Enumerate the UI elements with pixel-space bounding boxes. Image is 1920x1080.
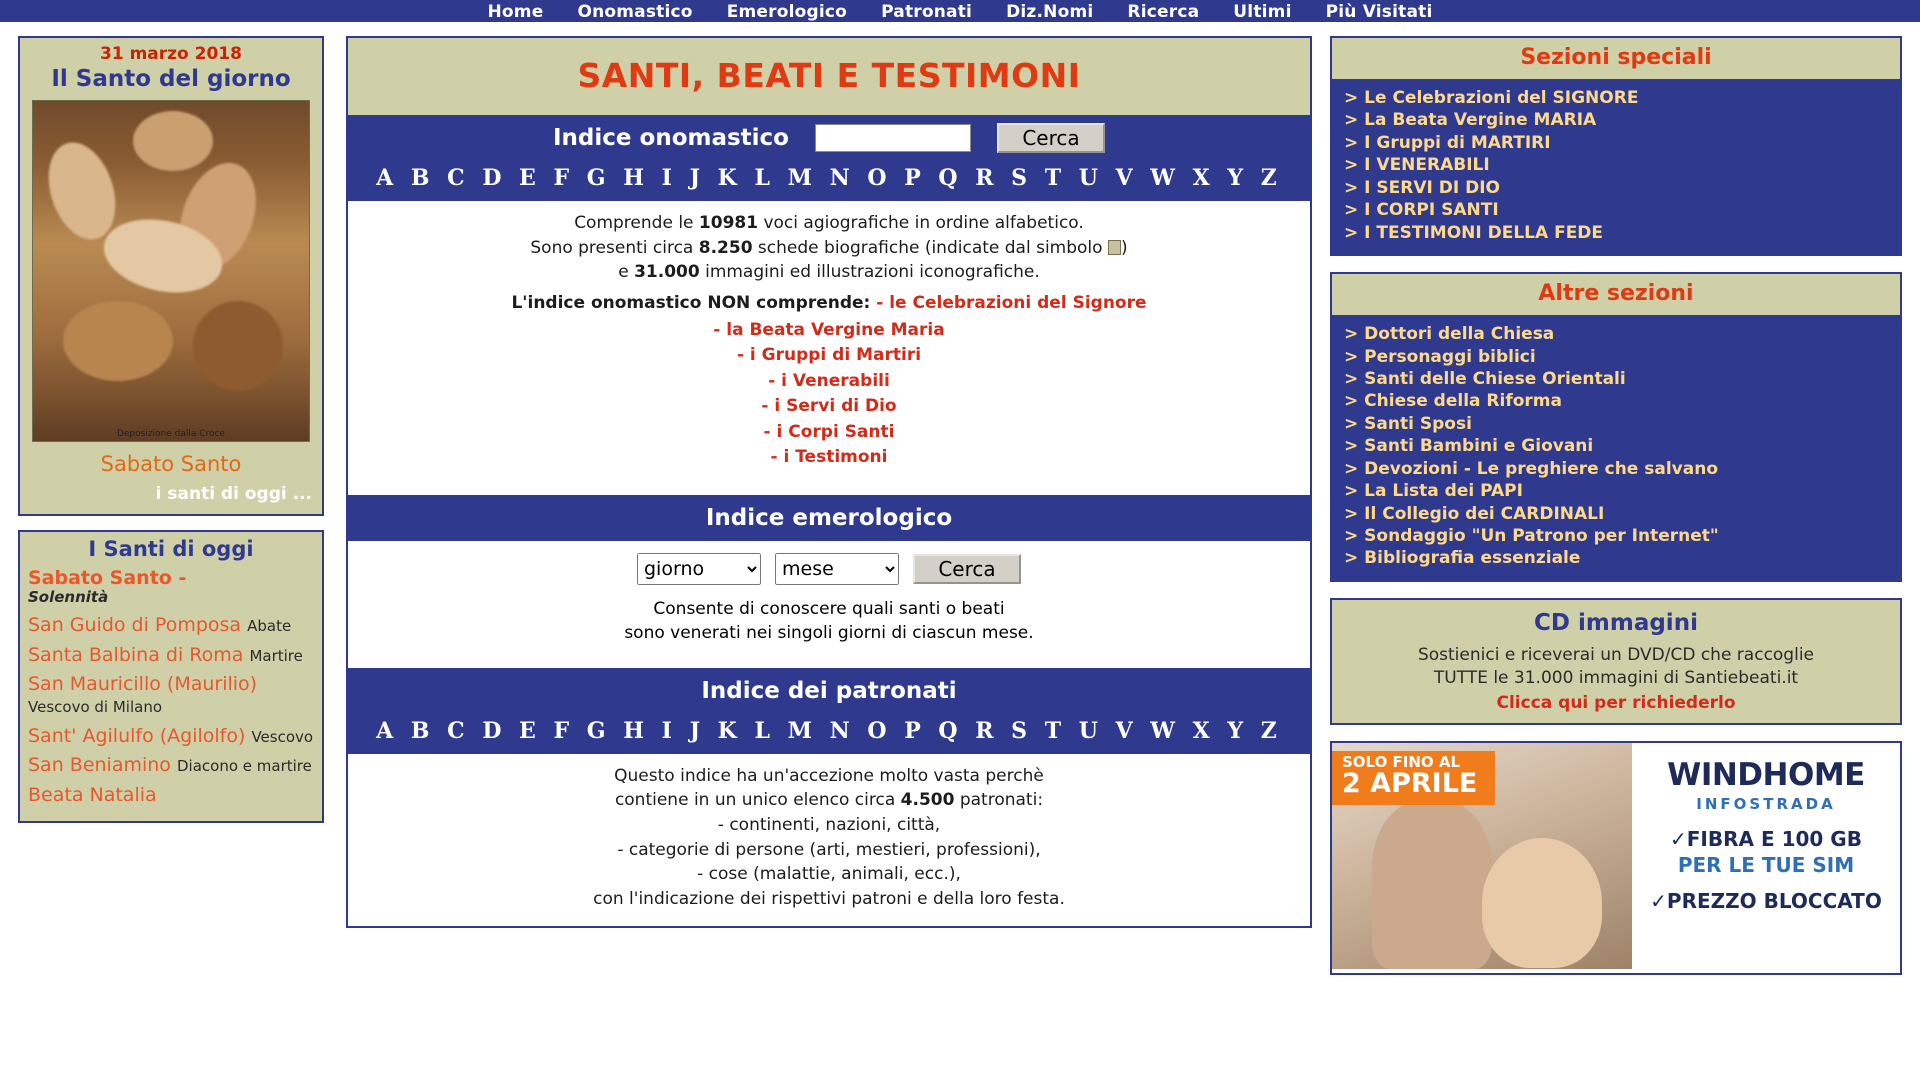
patronati-line2: [358, 788, 1300, 813]
today-saint-name: Sabato Santo -: [28, 567, 187, 589]
onomastico-exclusion-item[interactable]: - i Venerabili: [768, 370, 890, 391]
other-section-link[interactable]: > Sondaggio "Un Patrono per Internet": [1344, 526, 1719, 546]
onomastico-alphabet[interactable]: A B C D E F G H I J K L M N O P Q R S T U V W X Y Z: [348, 161, 1310, 201]
other-sections-list: [1332, 315, 1900, 580]
saint-of-the-day-box: [18, 36, 324, 516]
today-saint-name: Santa Balbina di Roma: [28, 643, 244, 666]
list-item[interactable]: [28, 644, 314, 666]
patronati-alphabet[interactable]: A B C D E F G H I J K L M N O P Q R S T U V W X Y Z: [348, 714, 1310, 754]
section-divider: [348, 658, 1310, 668]
emerologico-description: [348, 597, 1310, 658]
onomastico-line2-post: schede biografiche (indicate dal simbolo: [752, 237, 1108, 258]
other-section-link[interactable]: > Santi Sposi: [1344, 413, 1472, 434]
other-section-link[interactable]: > Chiese della Riforma: [1344, 391, 1562, 412]
top-navigation: [0, 0, 1920, 22]
banner-person-child: [1482, 838, 1602, 968]
other-sections-box: [1330, 272, 1902, 582]
onomastico-exclusion-item[interactable]: - i Gruppi di Martiri: [736, 345, 922, 366]
saint-image[interactable]: [32, 100, 310, 442]
main-content: [346, 36, 1312, 928]
banner-offer-line1: ✓FIBRA E 100 GB: [1670, 826, 1862, 851]
section-divider: [348, 485, 1310, 495]
today-saint-role: Vescovo: [251, 727, 314, 746]
special-section-link[interactable]: > I SERVI DI DIO: [1344, 177, 1500, 198]
onomastico-exclusion-item[interactable]: - i Testimoni: [770, 447, 888, 468]
onomastico-line3-pre: e: [618, 262, 635, 283]
patronati-line5: - cose (malattie, animali, ecc.),: [697, 864, 961, 885]
page-title: [348, 38, 1310, 115]
banner-content: [1632, 743, 1900, 969]
onomastico-description: [348, 201, 1310, 485]
right-sidebar: [1330, 36, 1902, 975]
advertisement-banner[interactable]: [1330, 741, 1902, 975]
month-select[interactable]: [775, 553, 899, 585]
cd-images-body: [1332, 600, 1900, 723]
today-saint-name: Beata Natalia: [28, 783, 157, 806]
onomastico-header: [348, 115, 1310, 161]
cd-images-cta[interactable]: Clicca qui per richiederlo: [1496, 692, 1736, 713]
special-sections-list: [1332, 79, 1900, 254]
onomastico-exclusion-list: [358, 318, 1300, 471]
onomastico-heading: Indice onomastico: [553, 125, 789, 151]
onomastico-line2-pre: Sono presenti circa: [530, 237, 699, 258]
today-saint-name: San Guido di Pomposa: [28, 614, 242, 637]
today-saint-role: Solennità: [28, 588, 109, 607]
onomastico-line1-pre: Comprende le: [574, 213, 699, 233]
onomastico-exclusion-item[interactable]: - le Celebrazioni del Signore: [876, 292, 1147, 313]
nav-item-emerologico[interactable]: Emerologico: [726, 2, 848, 22]
day-select[interactable]: [637, 553, 761, 585]
onomastico-line1-post: voci agiografiche in ordine alfabetico.: [758, 213, 1084, 233]
nav-item-onomastico[interactable]: Onomastico: [577, 2, 693, 22]
emerologico-search-button[interactable]: Cerca: [913, 554, 1021, 584]
patronati-line1: Questo indice ha un'accezione molto vasta perchè: [614, 765, 1044, 786]
today-saint-name: San Beniamino: [28, 754, 171, 777]
onomastico-count-schede: 8.250: [698, 237, 753, 258]
onomastico-count-voci: 10981: [698, 213, 759, 233]
other-section-link[interactable]: > Il Collegio dei CARDINALI: [1344, 503, 1605, 524]
other-section-link[interactable]: > Personaggi biblici: [1344, 346, 1536, 367]
onomastico-exclusion-item[interactable]: - i Corpi Santi: [763, 421, 895, 442]
saint-image-caption: Deposizione dalla Croce: [116, 429, 226, 439]
onomastico-line-3: [358, 260, 1300, 285]
page-title-text: SANTI, BEATI E TESTIMONI: [577, 56, 1081, 95]
patronati-header: [348, 668, 1310, 714]
onomastico-exclusion-item[interactable]: - i Servi di Dio: [761, 396, 897, 417]
onomastico-search-button[interactable]: Cerca: [997, 123, 1105, 153]
banner-brand: WINDHOME: [1667, 756, 1865, 793]
patronati-description: [348, 754, 1310, 926]
today-saint-role: Vescovo di Milano: [28, 698, 162, 717]
today-saint-name: Sant' Agilulfo (Agilolfo): [28, 724, 246, 747]
today-saints-heading: I Santi di oggi: [88, 537, 254, 561]
saint-of-the-day-title: Il Santo del giorno: [51, 66, 291, 92]
special-section-link[interactable]: > I Gruppi di MARTIRI: [1344, 132, 1551, 153]
special-section-link[interactable]: > La Beata Vergine MARIA: [1344, 110, 1597, 131]
patronati-heading: Indice dei patronati: [701, 677, 957, 704]
patronati-line2-post: patronati:: [954, 790, 1044, 811]
emerologico-note-line2: sono venerati nei singoli giorni di ciascun mese.: [624, 623, 1034, 644]
cd-images-heading: CD immagini: [1534, 609, 1698, 636]
saint-name: Sabato Santo: [100, 452, 242, 476]
onomastico-count-immagini: 31.000: [634, 262, 700, 283]
patronati-line3: - continenti, nazioni, città,: [717, 815, 941, 836]
today-saint-role: Diacono e martire: [176, 757, 312, 776]
patronati-line2-pre: contiene in un unico elenco circa: [614, 790, 901, 811]
book-icon: [1108, 240, 1121, 255]
emerologico-note-line1: Consente di conoscere quali santi o beati: [653, 598, 1005, 619]
emerologico-controls: [348, 541, 1310, 597]
onomastico-line3-post: immagini ed illustrazioni iconografiche.: [699, 262, 1040, 283]
special-section-link[interactable]: > Le Celebrazioni del SIGNORE: [1344, 88, 1639, 108]
list-item[interactable]: [28, 784, 314, 806]
today-saint-name: San Mauricillo (Maurilio): [28, 672, 258, 695]
saints-of-today-link[interactable]: i santi di oggi ...: [155, 484, 312, 504]
nav-item-patronati[interactable]: Patronati: [881, 2, 973, 22]
onomastico-search-input[interactable]: [815, 124, 971, 152]
banner-promo-tag: [1332, 751, 1495, 805]
special-section-link[interactable]: > I VENERABILI: [1344, 155, 1490, 176]
special-sections-heading: Sezioni speciali: [1332, 38, 1900, 79]
banner-person-adult: [1372, 801, 1492, 969]
list-item[interactable]: [28, 614, 314, 636]
other-section-link[interactable]: > Devozioni - Le preghiere che salvano: [1344, 458, 1718, 479]
list-item[interactable]: [28, 725, 314, 747]
list-item[interactable]: [28, 567, 314, 607]
emerologico-header: [348, 495, 1310, 541]
other-sections-heading: Altre sezioni: [1332, 274, 1900, 315]
other-section-link[interactable]: > Santi delle Chiese Orientali: [1344, 368, 1626, 389]
list-item[interactable]: [28, 673, 314, 718]
emerologico-heading: Indice emerologico: [705, 504, 953, 531]
other-section-link[interactable]: > Santi Bambini e Giovani: [1344, 436, 1594, 457]
patronati-line4: - categorie di persone (arti, mestieri, professioni),: [617, 839, 1041, 860]
onomastico-line2-end: ): [1120, 237, 1128, 258]
special-sections-box: [1330, 36, 1902, 256]
other-section-link[interactable]: > Bibliografia essenziale: [1344, 548, 1581, 569]
today-saint-role: Abate: [247, 617, 292, 636]
cd-images-line1: Sostienici e riceverai un DVD/CD che raccoglie: [1417, 644, 1815, 665]
onomastico-line-2: [358, 236, 1300, 261]
cd-images-line2: TUTTE le 31.000 immagini di Santiebeati.it: [1433, 668, 1799, 689]
nav-item-piu-visitati[interactable]: Più Visitati: [1325, 2, 1433, 22]
special-section-link[interactable]: > I TESTIMONI DELLA FEDE: [1344, 222, 1604, 243]
list-item[interactable]: [28, 754, 314, 776]
banner-tag-line1: SOLO FINO AL: [1342, 752, 1461, 771]
cd-images-box: [1330, 598, 1902, 725]
onomastico-exclusions: [358, 291, 1300, 316]
nav-item-diznomi[interactable]: Diz.Nomi: [1006, 2, 1094, 22]
saint-date: 31 marzo 2018: [100, 44, 242, 64]
today-saints-box: [18, 530, 324, 823]
other-section-link[interactable]: > Dottori della Chiesa: [1344, 324, 1555, 345]
onomastico-exclusion-item[interactable]: - la Beata Vergine Maria: [713, 319, 945, 340]
banner-tag-line2: 2 APRILE: [1342, 768, 1478, 800]
today-saint-role: Martire: [249, 646, 303, 665]
banner-subbrand: INFOSTRADA: [1696, 794, 1836, 813]
onomastico-exclusions-label: L'indice onomastico NON comprende:: [511, 292, 871, 313]
nav-item-ultimi[interactable]: Ultimi: [1233, 2, 1292, 22]
other-section-link[interactable]: > La Lista dei PAPI: [1344, 481, 1523, 502]
banner-offer-line2: PER LE TUE SIM: [1677, 852, 1855, 877]
patronati-line6: con l'indicazione dei rispettivi patroni e della loro festa.: [593, 889, 1065, 910]
special-section-link[interactable]: > I CORPI SANTI: [1344, 200, 1499, 221]
onomastico-line-1: [358, 211, 1300, 236]
today-saints-list: [20, 567, 322, 821]
banner-offer-line3: ✓PREZZO BLOCCATO: [1650, 888, 1882, 913]
left-sidebar: [18, 36, 324, 823]
nav-item-home[interactable]: Home: [487, 2, 544, 22]
nav-item-ricerca[interactable]: Ricerca: [1127, 2, 1200, 22]
patronati-count: 4.500: [900, 790, 955, 811]
